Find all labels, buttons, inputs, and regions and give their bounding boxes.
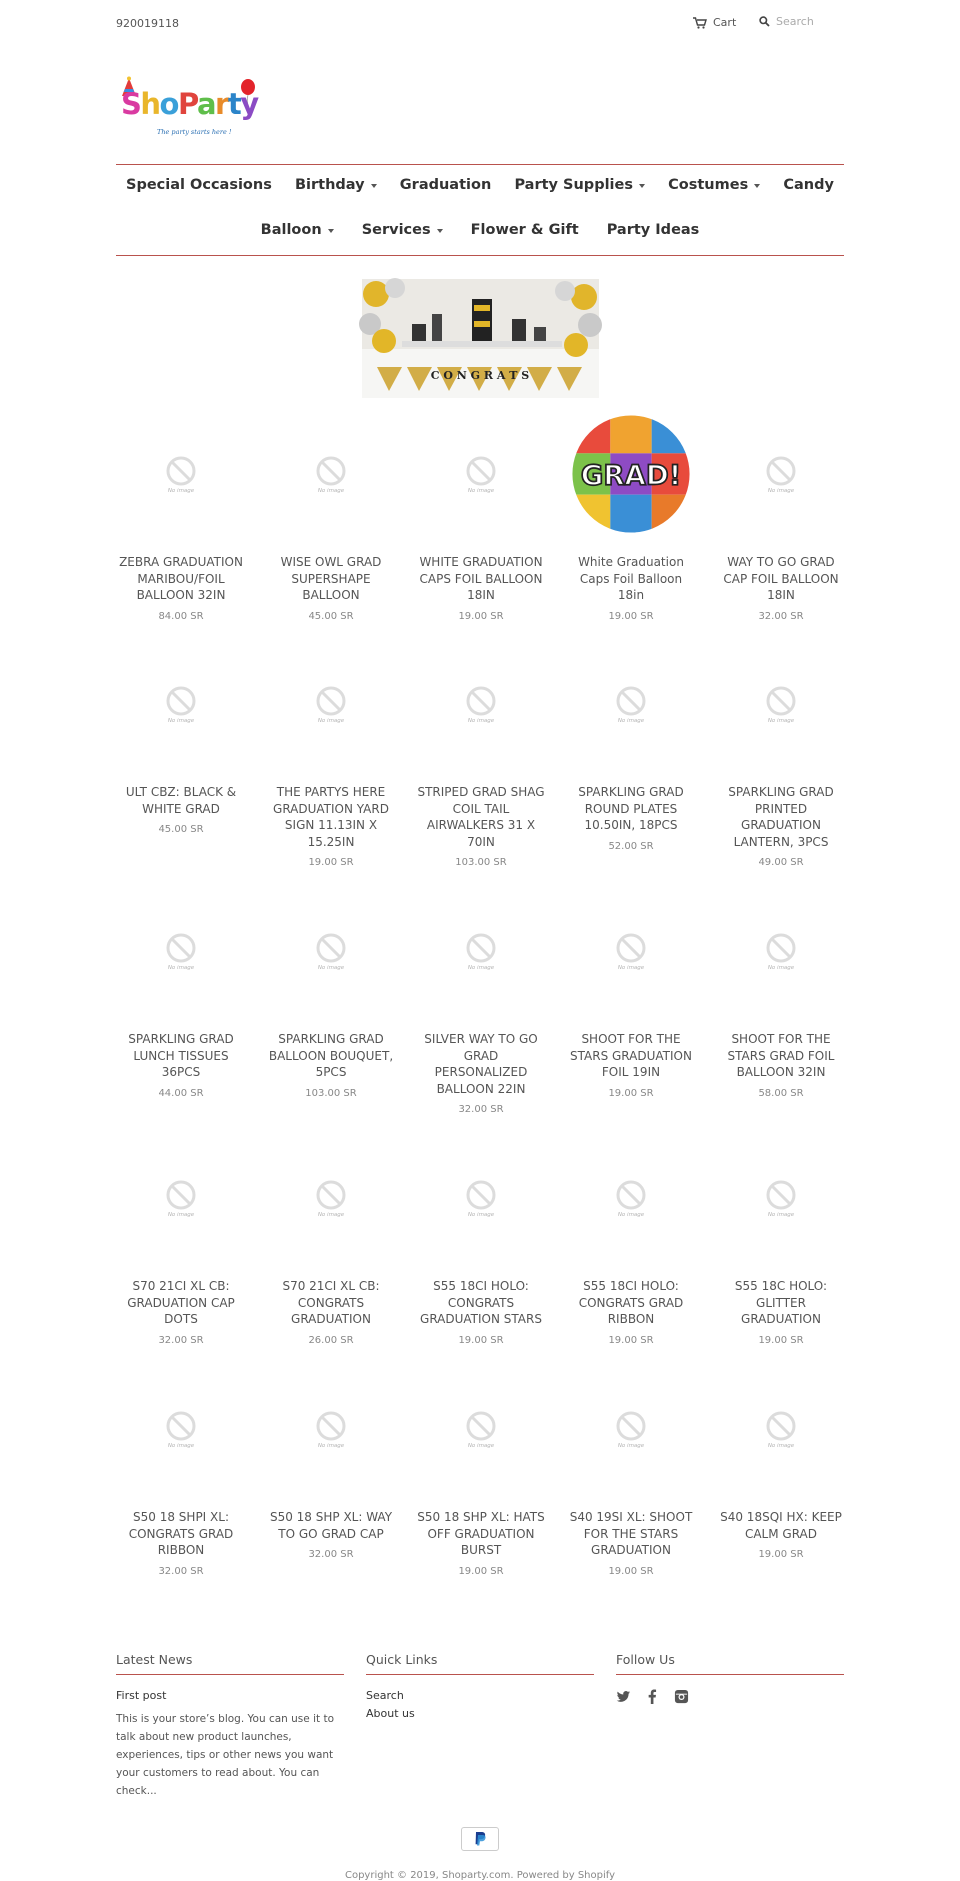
product-title[interactable]: WISE OWL GRAD SUPERSHAPE BALLOON <box>280 555 382 602</box>
product-thumbnail[interactable] <box>127 420 235 528</box>
search-input[interactable] <box>776 15 852 28</box>
product-title[interactable]: SPARKLING GRAD BALLOON BOUQUET, 5PCS <box>268 1032 394 1079</box>
no-image-label: No image <box>617 1211 645 1218</box>
product-thumbnail[interactable] <box>577 650 685 758</box>
product-info <box>116 784 246 839</box>
product-title[interactable]: S55 18CI HOLO: CONGRATS GRADUATION STARS <box>420 1279 542 1326</box>
nav-item-party-ideas[interactable] <box>607 222 700 238</box>
product-title[interactable]: ZEBRA GRADUATION MARIBOU/FOIL BALLOON 32IN <box>119 555 243 602</box>
nav-row-2 <box>116 222 844 238</box>
product-thumbnail[interactable] <box>127 897 235 1005</box>
cart-label: Cart <box>713 16 737 29</box>
product-price: 52.00 SR <box>608 840 654 852</box>
caret-down-icon <box>754 184 760 188</box>
product-info <box>566 1509 696 1580</box>
product-price: 19.00 SR <box>458 1565 504 1577</box>
product-info <box>566 1278 696 1349</box>
product-title[interactable]: WAY TO GO GRAD CAP FOIL BALLOON 18IN <box>723 555 839 602</box>
product-info <box>266 1509 396 1564</box>
product-thumbnail[interactable] <box>577 420 685 528</box>
no-image-icon <box>465 685 497 724</box>
no-image-icon <box>765 455 797 494</box>
no-image-icon <box>615 1179 647 1218</box>
product-thumbnail[interactable] <box>577 1144 685 1252</box>
hero-image[interactable] <box>362 279 599 398</box>
product-price: 103.00 SR <box>455 857 507 868</box>
no-image-icon <box>465 1410 497 1449</box>
graduation-party-photo <box>362 279 599 398</box>
no-image-icon <box>165 932 197 971</box>
product-info <box>416 1278 546 1349</box>
nav-item-label: Party Supplies <box>514 177 633 193</box>
product-thumbnail[interactable] <box>577 897 685 1005</box>
product-info <box>716 1031 846 1102</box>
nav-item-label: Services <box>361 222 431 238</box>
product-title[interactable]: White Graduation Caps Foil Balloon 18in <box>578 555 684 602</box>
product-title[interactable]: SILVER WAY TO GO GRAD PERSONALIZED BALLOON 22IN <box>424 1032 538 1096</box>
product-price: 103.00 SR <box>305 1087 357 1099</box>
product-price: 19.00 SR <box>758 1549 804 1560</box>
product-price: 19.00 SR <box>458 610 504 622</box>
product-price: 19.00 SR <box>608 610 654 622</box>
product-price: 19.00 SR <box>458 1334 504 1346</box>
product-price: 44.00 SR <box>158 1087 204 1099</box>
product-info <box>266 1031 396 1102</box>
product-title[interactable]: THE PARTYS HERE GRADUATION YARD SIGN 11.13IN X 15.25IN <box>273 785 389 849</box>
product-thumbnail[interactable] <box>277 650 385 758</box>
no-image-label: No image <box>467 1211 495 1218</box>
product-price: 49.00 SR <box>758 857 804 868</box>
no-image-label: No image <box>167 1211 195 1218</box>
product-title[interactable]: S55 18CI HOLO: CONGRATS GRAD RIBBON <box>578 1279 684 1326</box>
nav-item-graduation[interactable] <box>400 177 492 193</box>
logo-wordmark: ShoParty <box>121 87 258 121</box>
product-thumbnail[interactable] <box>427 1144 535 1252</box>
product-info <box>716 554 846 625</box>
no-image-label: No image <box>617 1442 645 1449</box>
product-info <box>416 1031 546 1119</box>
product-thumbnail[interactable] <box>277 897 385 1005</box>
no-image-icon <box>165 685 197 724</box>
product-thumbnail[interactable] <box>127 1144 235 1252</box>
cart-link[interactable] <box>693 16 736 29</box>
product-info <box>266 1278 396 1349</box>
product-price: 32.00 SR <box>158 1565 204 1577</box>
no-image-icon <box>165 455 197 494</box>
nav-item-label: Birthday <box>295 177 365 193</box>
grad-balloon-image <box>569 412 693 536</box>
no-image-icon <box>615 932 647 971</box>
no-image-icon <box>315 932 347 971</box>
product-title[interactable]: SHOOT FOR THE STARS GRAD FOIL BALLOON 32IN <box>727 1032 835 1079</box>
nav-item-label: Balloon <box>260 222 322 238</box>
product-info <box>566 554 696 625</box>
no-image-icon <box>315 455 347 494</box>
product-thumbnail[interactable] <box>577 1375 685 1483</box>
product-title[interactable]: S40 18SQI HX: KEEP CALM GRAD <box>720 1510 842 1541</box>
copyright: Copyright © 2019, Shoparty.com. Powered by Shopify <box>344 1870 616 1881</box>
product-thumbnail[interactable] <box>277 1375 385 1483</box>
nav-item-costumes[interactable] <box>668 177 760 193</box>
product-price: 58.00 SR <box>758 1087 804 1099</box>
instagram-icon[interactable] <box>674 1689 689 1704</box>
product-info <box>716 784 846 872</box>
no-image-label: No image <box>167 1442 195 1449</box>
caret-down-icon <box>437 229 443 233</box>
product-price: 19.00 SR <box>308 857 354 868</box>
no-image-label: No image <box>317 487 345 494</box>
product-thumbnail[interactable] <box>427 420 535 528</box>
product-price: 32.00 SR <box>308 1549 354 1560</box>
product-thumbnail[interactable] <box>727 1144 835 1252</box>
nav-item-birthday[interactable] <box>295 177 377 193</box>
product-title[interactable]: SPARKLING GRAD LUNCH TISSUES 36PCS <box>128 1032 234 1079</box>
product-title[interactable]: SPARKLING GRAD ROUND PLATES 10.50IN, 18PCS <box>578 785 684 832</box>
product-price: 19.00 SR <box>608 1087 654 1099</box>
footer-links-heading: Quick Links <box>366 1652 594 1675</box>
nav-item-candy[interactable] <box>783 177 834 193</box>
product-price: 26.00 SR <box>308 1334 354 1346</box>
product-price: 32.00 SR <box>458 1104 504 1115</box>
product-info <box>116 1509 246 1580</box>
nav-item-flower-gift[interactable] <box>471 222 579 238</box>
product-thumbnail[interactable] <box>127 650 235 758</box>
footer-latest-news <box>116 1652 344 1800</box>
product-info <box>416 554 546 625</box>
no-image-label: No image <box>167 487 195 494</box>
footer-news-heading: Latest News <box>116 1652 344 1675</box>
no-image-label: No image <box>767 717 795 724</box>
footer-follow-us <box>616 1652 844 1704</box>
product-info <box>566 784 696 855</box>
no-image-icon <box>765 1179 797 1218</box>
caret-down-icon <box>371 184 377 188</box>
footer-quick-links <box>366 1652 594 1720</box>
nav-item-label: Party Ideas <box>606 222 700 238</box>
no-image-label: No image <box>317 1211 345 1218</box>
product-thumbnail[interactable] <box>727 420 835 528</box>
product-thumbnail[interactable] <box>427 650 535 758</box>
product-title[interactable]: SPARKLING GRAD PRINTED GRADUATION LANTERN, 3PCS <box>728 785 834 849</box>
no-image-label: No image <box>167 964 195 971</box>
no-image-icon <box>315 1410 347 1449</box>
product-thumbnail[interactable] <box>277 420 385 528</box>
product-price: 45.00 SR <box>158 824 204 835</box>
cart-icon <box>693 17 707 29</box>
product-info <box>416 1509 546 1580</box>
no-image-label: No image <box>317 964 345 971</box>
no-image-icon <box>765 685 797 724</box>
product-title[interactable]: S70 21CI XL CB: GRADUATION CAP DOTS <box>127 1279 235 1326</box>
product-price: 32.00 SR <box>758 610 804 622</box>
grad-balloon-text: GRAD! <box>580 459 682 492</box>
facebook-icon[interactable] <box>645 1689 660 1704</box>
caret-down-icon <box>639 184 645 188</box>
product-title[interactable]: S50 18 SHP XL: WAY TO GO GRAD CAP <box>269 1510 393 1541</box>
product-thumbnail[interactable] <box>727 650 835 758</box>
product-price: 45.00 SR <box>308 610 354 622</box>
no-image-label: No image <box>167 717 195 724</box>
no-image-label: No image <box>467 964 495 971</box>
footer-link-search[interactable]: Search <box>366 1689 404 1702</box>
nav-item-label: Candy <box>783 177 834 193</box>
no-image-icon <box>615 1410 647 1449</box>
nav-item-special-occasions[interactable] <box>126 177 272 193</box>
social-links <box>616 1689 844 1704</box>
no-image-icon <box>165 1179 197 1218</box>
product-title[interactable]: S50 18 SHP XL: HATS OFF GRADUATION BURST <box>417 1510 545 1557</box>
nav-item-party-supplies[interactable] <box>514 177 645 193</box>
phone-number: 920019118 <box>116 17 179 30</box>
nav-row-1 <box>116 177 844 193</box>
no-image-label: No image <box>467 717 495 724</box>
product-title[interactable]: SHOOT FOR THE STARS GRADUATION FOIL 19IN <box>570 1032 692 1079</box>
logo-tagline: The party starts here ! <box>157 128 232 136</box>
nav-item-label: Graduation <box>399 177 492 193</box>
product-title[interactable]: S50 18 SHPI XL: CONGRATS GRAD RIBBON <box>128 1510 234 1557</box>
caret-down-icon <box>328 229 334 233</box>
no-image-label: No image <box>467 487 495 494</box>
nav-item-label: Special Occasions <box>126 177 272 193</box>
no-image-icon <box>765 932 797 971</box>
no-image-label: No image <box>617 717 645 724</box>
search-icon[interactable] <box>759 16 770 27</box>
product-price: 19.00 SR <box>608 1565 654 1577</box>
product-title[interactable]: S40 19SI XL: SHOOT FOR THE STARS GRADUATION <box>569 1510 693 1557</box>
no-image-icon <box>315 1179 347 1218</box>
product-title[interactable]: S70 21CI XL CB: CONGRATS GRADUATION <box>282 1279 380 1326</box>
main-nav <box>116 164 844 256</box>
search-box <box>759 15 852 28</box>
product-thumbnail[interactable] <box>127 1375 235 1483</box>
no-image-icon <box>165 1410 197 1449</box>
product-info <box>416 784 546 872</box>
product-price: 19.00 SR <box>608 1334 654 1346</box>
no-image-label: No image <box>767 487 795 494</box>
product-info <box>716 1509 846 1564</box>
footer-link-about[interactable]: About us <box>366 1707 415 1720</box>
product-title[interactable]: S55 18C HOLO: GLITTER GRADUATION <box>734 1279 828 1326</box>
hero-banner-text: C O N G R A T S <box>430 369 530 382</box>
no-image-label: No image <box>767 1442 795 1449</box>
product-info <box>566 1031 696 1102</box>
no-image-label: No image <box>317 717 345 724</box>
product-price: 19.00 SR <box>758 1334 804 1346</box>
no-image-label: No image <box>317 1442 345 1449</box>
product-title[interactable]: STRIPED GRAD SHAG COIL TAIL AIRWALKERS 31 X 70IN <box>417 785 545 849</box>
product-info <box>116 1278 246 1349</box>
product-info <box>266 554 396 625</box>
product-info <box>266 784 396 872</box>
no-image-icon <box>465 1179 497 1218</box>
top-bar <box>116 0 844 46</box>
product-thumbnail[interactable] <box>427 897 535 1005</box>
nav-item-services[interactable] <box>362 222 443 238</box>
product-price: 84.00 SR <box>158 610 204 622</box>
footer-post-excerpt: This is your store’s blog. You can use it to talk about new product launches, experiences, tips or other news you want your customers to read about. You can check... <box>116 1713 334 1797</box>
paypal-icon <box>461 1827 499 1851</box>
no-image-icon <box>765 1410 797 1449</box>
no-image-label: No image <box>467 1442 495 1449</box>
product-thumbnail[interactable] <box>427 1375 535 1483</box>
nav-item-label: Costumes <box>668 177 749 193</box>
product-title[interactable]: WHITE GRADUATION CAPS FOIL BALLOON 18IN <box>419 555 543 602</box>
no-image-icon <box>315 685 347 724</box>
product-info <box>116 554 246 625</box>
no-image-label: No image <box>767 964 795 971</box>
no-image-icon <box>465 932 497 971</box>
product-title[interactable]: ULT CBZ: BLACK & WHITE GRAD <box>125 785 237 816</box>
product-thumbnail[interactable] <box>277 1144 385 1252</box>
nav-item-label: Flower & Gift <box>470 222 579 238</box>
no-image-icon <box>615 685 647 724</box>
product-price: 32.00 SR <box>158 1334 204 1346</box>
nav-item-balloon[interactable] <box>261 222 334 238</box>
product-info <box>716 1278 846 1349</box>
no-image-icon <box>465 455 497 494</box>
no-image-label: No image <box>767 1211 795 1218</box>
store-logo[interactable] <box>117 74 267 140</box>
footer-post-title[interactable]: First post <box>116 1689 167 1702</box>
product-info <box>116 1031 246 1102</box>
no-image-label: No image <box>617 964 645 971</box>
footer-follow-heading: Follow Us <box>616 1652 844 1675</box>
twitter-icon[interactable] <box>616 1689 631 1704</box>
product-thumbnail[interactable] <box>727 897 835 1005</box>
product-thumbnail[interactable] <box>727 1375 835 1483</box>
